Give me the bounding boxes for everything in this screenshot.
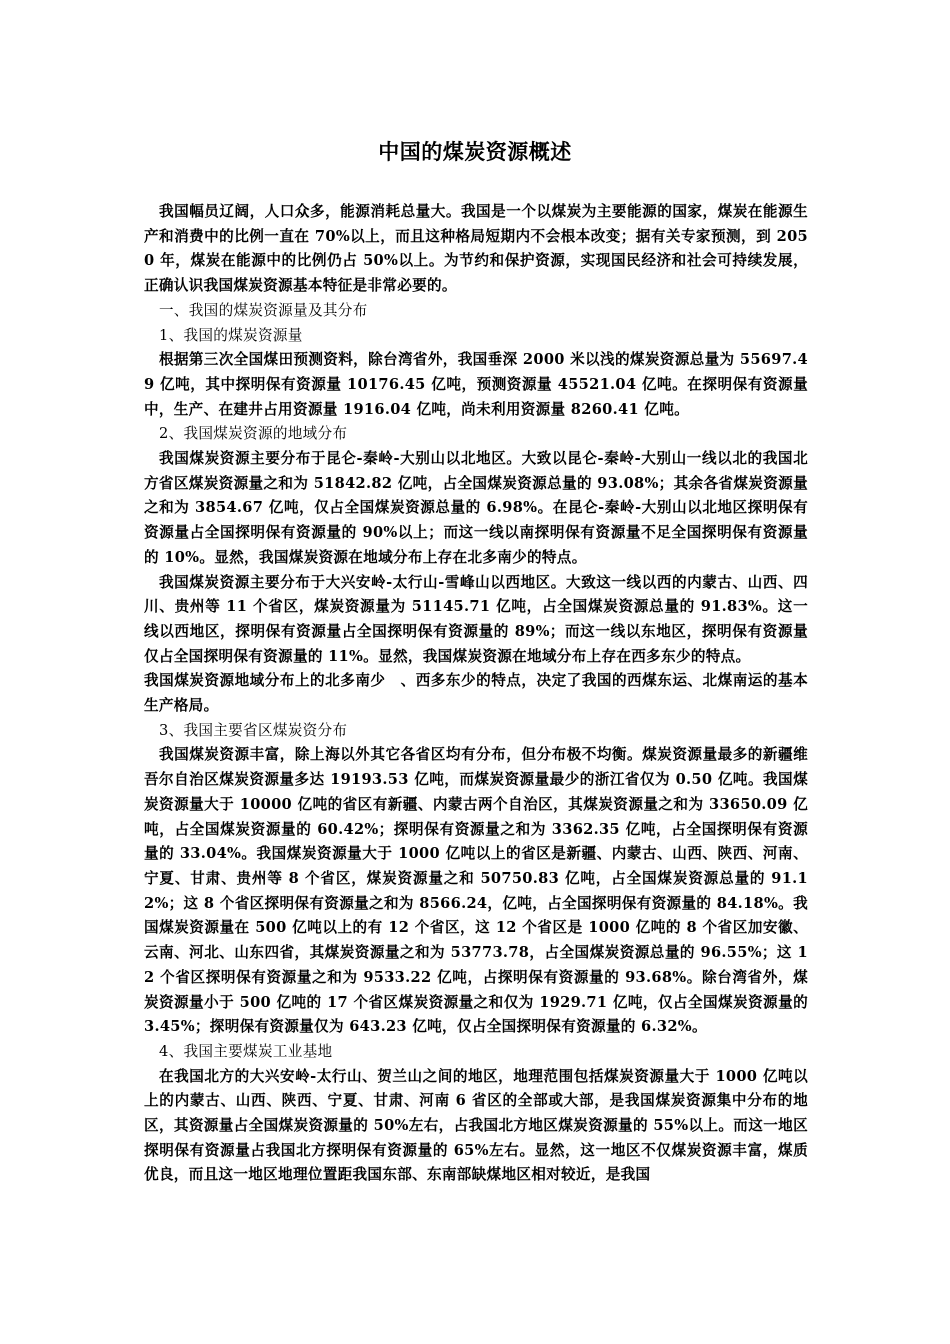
intro-paragraph: 我国幅员辽阔，人口众多，能源消耗总量大。我国是一个以煤炭为主要能源的国家，煤炭在能源生产和消费中的比例一直在 70%以上，而且这种格局短期内不会根本改变；据有关专家预测，到 2050 年，煤炭在能源中的比例仍占 50%以上。为节约和保护资源，实现国民经济和社会可持续发展，正确认识我国煤炭资源基本特征是非常必要的。 bbox=[144, 203, 808, 295]
subsection-heading: 2、我国煤炭资源的地域分布 bbox=[159, 425, 348, 443]
body-paragraph: 我国煤炭资源主要分布于昆仑-秦岭-大别山以北地区。大致以昆仑-秦岭-大别山一线以北的我国北方省区煤炭资源量之和为 51842.82 亿吨，占全国煤炭资源总量的 93.08%；其余各省煤炭资源量之和为 3854.67 亿吨，仅占全国煤炭资源总量的 6.98%。在昆仑-秦岭-大别山以北地区探明保有资源量占全国探明保有资源量的 90%以上；而这一线以南探明保有资源量不足全国探明保有资源量的 10%。显然，我国煤炭资源在地域分布上存在北多南少的特点。 bbox=[144, 450, 808, 566]
body-paragraph: 根据第三次全国煤田预测资料，除台湾省外，我国垂深 2000 米以浅的煤炭资源总量为 55697.49 亿吨，其中探明保有资源量 10176.45 亿吨，预测资源量 45521.04 亿吨。在探明保有资源量中，生产、在建井占用资源量 1916.04 亿吨，尚未利用资源量 8260.41 亿吨。 bbox=[144, 351, 808, 418]
subsection-heading: 4、我国主要煤炭工业基地 bbox=[159, 1042, 333, 1060]
section-heading: 一、我国的煤炭资源量及其分布 bbox=[159, 301, 368, 319]
body-paragraph: 我国煤炭资源地域分布上的北多南少 、西多东少的特点，决定了我国的西煤东运、北煤南运的基本生产格局。 bbox=[144, 672, 808, 715]
document-body bbox=[144, 200, 808, 1188]
document-title: 中国的煤炭资源概述 bbox=[378, 139, 572, 164]
body-paragraph: 我国煤炭资源丰富，除上海以外其它各省区均有分布，但分布极不均衡。煤炭资源量最多的新疆维吾尔自治区煤炭资源量多达 19193.53 亿吨，而煤炭资源量最少的浙江省仅为 0.50 亿吨。我国煤炭资源量大于 10000 亿吨的省区有新疆、内蒙古两个自治区，其煤炭资源量之和为 33650.09 亿吨，占全国煤炭资源量的 60.42%；探明保有资源量之和为 3362.35 亿吨，占全国探明保有资源量的 33.04%。我国煤炭资源量大于 1000 亿吨以上的省区是新疆、内蒙古、山西、陕西、河南、宁夏、甘肃、贵州等 8 个省区，煤炭资源量之和 50750.83 亿吨，占全国煤炭资源总量的 91.12%；这 8 个省区探明保有资源量之和为 8566.24，亿吨，占全国探明保有资源量的 84.18%。我国煤炭资源量在 500 亿吨以上的有 12 个省区，这 12 个省区是 1000 亿吨的 8 个省区加安徽、云南、河北、山东四省，其煤炭资源量之和为 53773.78，占全国煤炭资源总量的 96.55%；这 12 个省区探明保有资源量之和为 9533.22 亿吨，占探明保有资源量的 93.68%。除台湾省外，煤炭资源量小于 500 亿吨的 17 个省区煤炭资源量之和仅为 1929.71 亿吨，仅占全国煤炭资源量的 3.45%；探明保有资源量仅为 643.23 亿吨，仅占全国探明保有资源量的 6.32%。 bbox=[144, 746, 808, 1036]
body-paragraph: 我国煤炭资源主要分布于大兴安岭-太行山-雪峰山以西地区。大致这一线以西的内蒙古、山西、四川、贵州等 11 个省区，煤炭资源量为 51145.71 亿吨，占全国煤炭资源总量的 91.83%。这一线以西地区，探明保有资源量占全国探明保有资源量的 89%；而这一线以东地区，探明保有资源量仅占全国探明保有资源量的 11%。显然，我国煤炭资源在地域分布上存在西多东少的特点。 bbox=[144, 573, 808, 665]
subsection-heading: 3、我国主要省区煤炭资分布 bbox=[159, 721, 348, 739]
subsection-heading: 1、我国的煤炭资源量 bbox=[159, 326, 303, 344]
body-paragraph: 在我国北方的大兴安岭-太行山、贺兰山之间的地区，地理范围包括煤炭资源量大于 1000 亿吨以上的内蒙古、山西、陕西、宁夏、甘肃、河南 6 省区的全部或大部，是我国煤炭资源集中分布的地区，其资源量占全国煤炭资源量的 50%左右，占我国北方地区煤炭资源量的 55%以上。而这一地区探明保有资源量占我国北方探明保有资源量的 65%左右。显然，这一地区不仅煤炭资源丰富，煤质优良，而且这一地区地理位置距我国东部、东南部缺煤地区相对较近，是我国 bbox=[144, 1067, 808, 1184]
